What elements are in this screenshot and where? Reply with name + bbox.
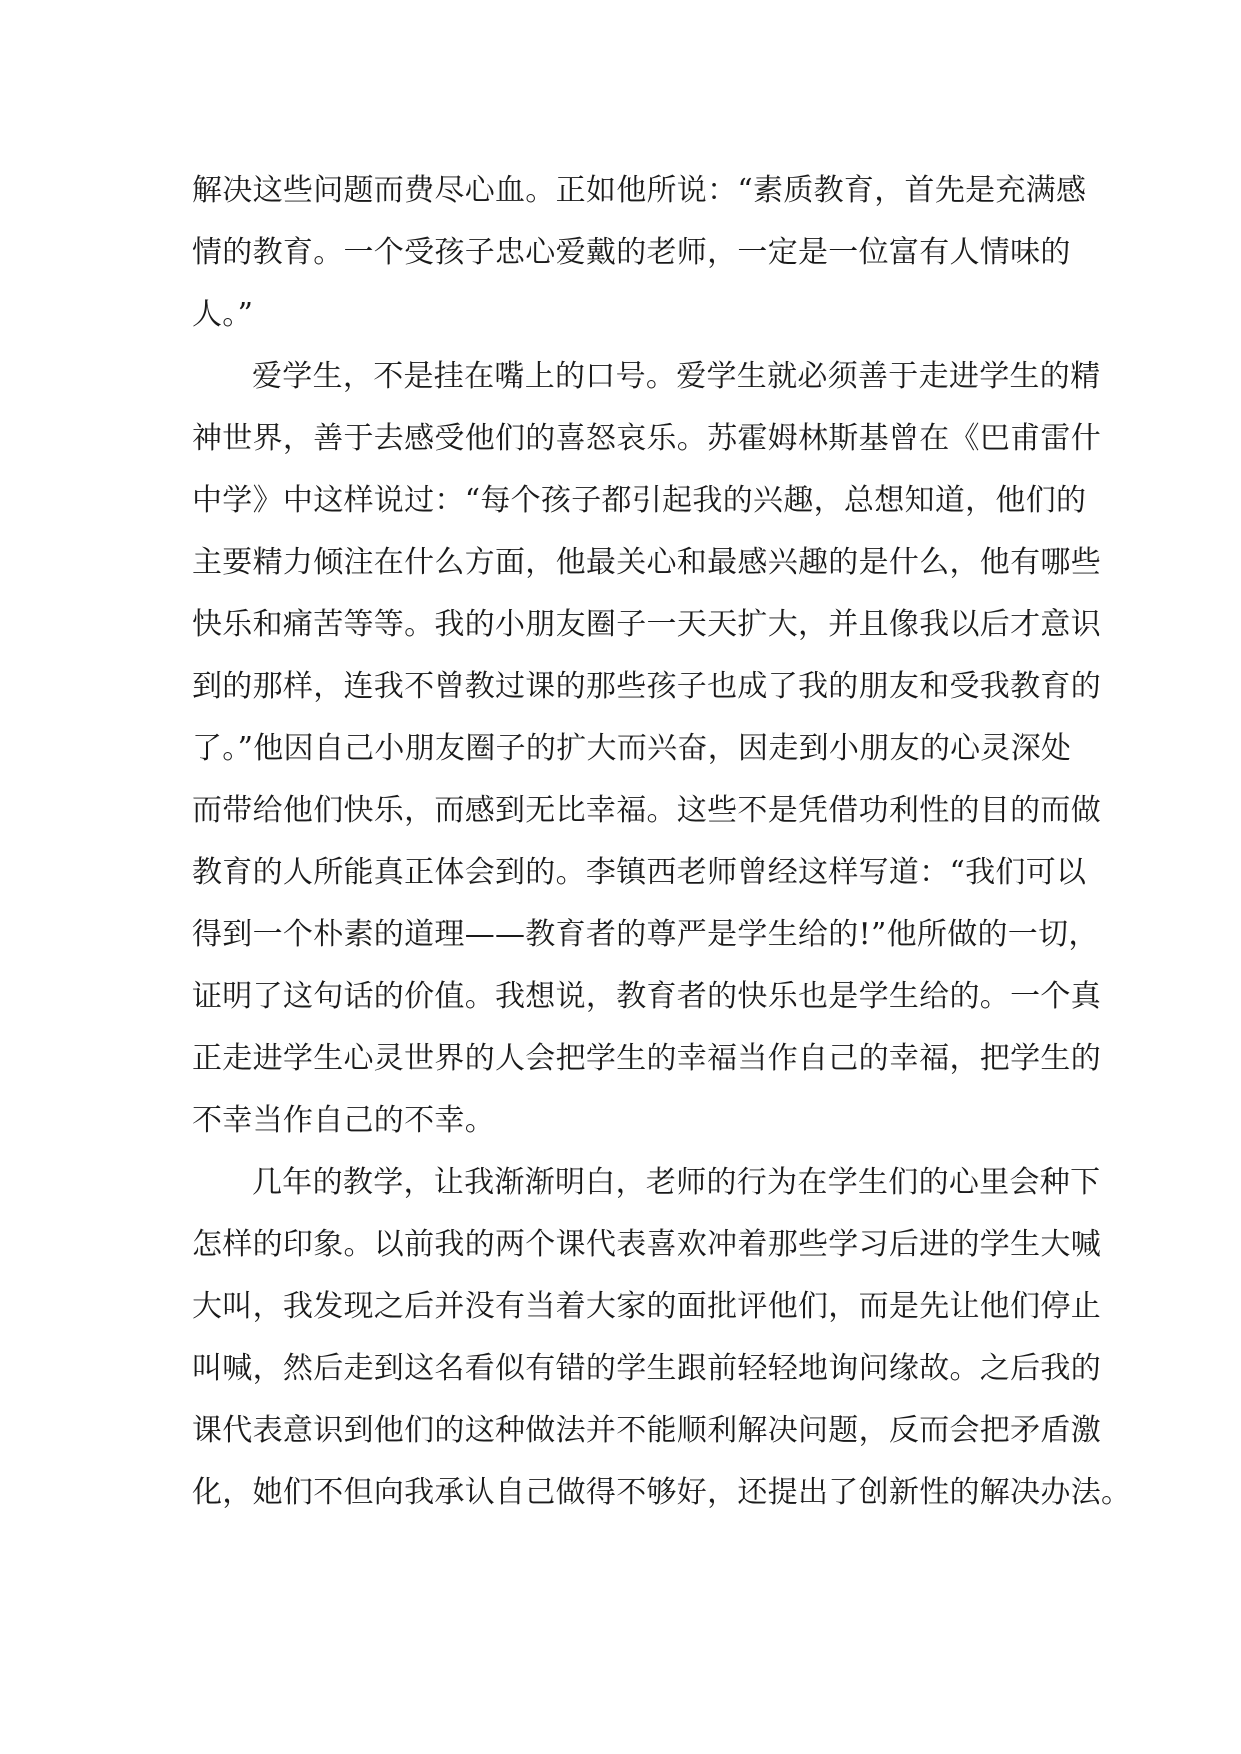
text-line: 而带给他们快乐，而感到无比幸福。这些不是凭借功利性的目的而做	[192, 793, 1101, 828]
text-line: 正走进学生心灵世界的人会把学生的幸福当作自己的幸福，把学生的	[192, 1041, 1101, 1076]
text-line: 快乐和痛苦等等。我的小朋友圈子一天天扩大，并且像我以后才意识	[192, 607, 1101, 642]
text-line: 教育的人所能真正体会到的。李镇西老师曾经这样写道：“我们可以	[192, 855, 1087, 890]
text-line: 化，她们不但向我承认自己做得不够好，还提出了创新性的解决办法。	[192, 1475, 1132, 1510]
text-line: 情的教育。一个受孩子忠心爱戴的老师，一定是一位富有人情味的	[192, 235, 1071, 270]
text-line: 主要精力倾注在什么方面，他最关心和最感兴趣的是什么，他有哪些	[192, 545, 1101, 580]
text-line: 不幸当作自己的不幸。	[192, 1103, 495, 1138]
paragraph-first-line: 爱学生，不是挂在嘴上的口号。爱学生就必须善于走进学生的精	[252, 359, 1101, 394]
text-line: 中学》中这样说过：“每个孩子都引起我的兴趣，总想知道，他们的	[192, 483, 1087, 518]
text-line: 得到一个朴素的道理——教育者的尊严是学生给的!”他所做的一切，	[192, 917, 1099, 952]
text-line: 大叫，我发现之后并没有当着大家的面批评他们，而是先让他们停止	[192, 1289, 1101, 1324]
text-line: 人。”	[192, 297, 254, 332]
text-line: 课代表意识到他们的这种做法并不能顺利解决问题，反而会把矛盾激	[192, 1413, 1101, 1448]
text-line: 解决这些问题而费尽心血。正如他所说：“素质教育，首先是充满感	[192, 173, 1087, 208]
text-line: 叫喊，然后走到这名看似有错的学生跟前轻轻地询问缘故。之后我的	[192, 1351, 1101, 1386]
text-line: 怎样的印象。以前我的两个课代表喜欢冲着那些学习后进的学生大喊	[192, 1227, 1101, 1262]
paragraph-first-line: 几年的教学，让我渐渐明白，老师的行为在学生们的心里会种下	[252, 1165, 1101, 1200]
text-line: 证明了这句话的价值。我想说，教育者的快乐也是学生给的。一个真	[192, 979, 1101, 1014]
text-line: 神世界，善于去感受他们的喜怒哀乐。苏霍姆林斯基曾在《巴甫雷什	[192, 421, 1101, 456]
body-text	[192, 160, 1132, 1524]
text-line: 了。”他因自己小朋友圈子的扩大而兴奋，因走到小朋友的心灵深处	[192, 731, 1072, 766]
text-line: 到的那样，连我不曾教过课的那些孩子也成了我的朋友和受我教育的	[192, 669, 1101, 704]
